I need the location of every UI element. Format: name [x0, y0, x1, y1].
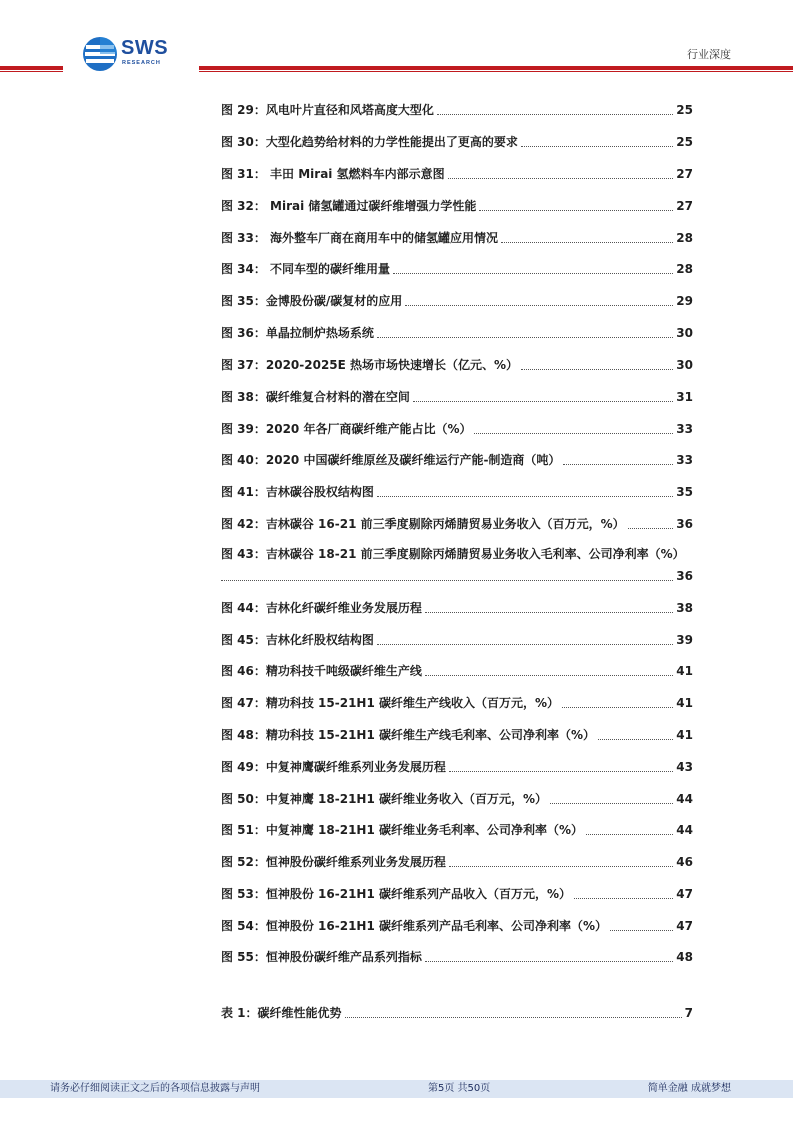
header-rule-right [199, 66, 793, 70]
toc-entry[interactable]: 图 37：2020-2025E 热场市场快速增长（亿元、%） 30 [221, 358, 693, 372]
footer-page-number: 第5页 共50页 [428, 1083, 491, 1094]
toc-entry[interactable]: 图 44：吉林化纤碳纤维业务发展历程 38 [221, 601, 693, 615]
toc-entry[interactable]: 图 48：精功科技 15-21H1 碳纤维生产线毛利率、公司净利率（%） 41 [221, 728, 693, 742]
toc-entry[interactable]: 图 32： Mirai 储氢罐通过碳纤维增强力学性能 27 [221, 199, 693, 213]
toc-entry[interactable]: 图 54：恒神股份 16-21H1 碳纤维系列产品毛利率、公司净利率（%） 47 [221, 919, 693, 933]
toc-entry[interactable]: 图 35：金博股份碳/碳复材的应用 29 [221, 294, 693, 308]
toc-entry[interactable]: 图 41：吉林碳谷股权结构图 35 [221, 485, 693, 499]
toc-entry[interactable]: 图 29：风电叶片直径和风塔高度大型化 25 [221, 103, 693, 117]
toc-entry[interactable]: 图 39：2020 年各厂商碳纤维产能占比（%） 33 [221, 422, 693, 436]
toc-entry[interactable]: 图 55：恒神股份碳纤维产品系列指标 48 [221, 950, 693, 964]
sws-logo [82, 36, 192, 72]
toc-entry[interactable]: 图 49：中复神鹰碳纤维系列业务发展历程 43 [221, 760, 693, 774]
toc-entry[interactable]: 图 45：吉林化纤股权结构图 39 [221, 633, 693, 647]
toc-entry[interactable]: 图 51：中复神鹰 18-21H1 碳纤维业务毛利率、公司净利率（%） 44 [221, 823, 693, 837]
toc-entry[interactable]: 图 31： 丰田 Mirai 氢燃料车内部示意图 27 [221, 167, 693, 181]
toc-entry[interactable]: 图 53：恒神股份 16-21H1 碳纤维系列产品收入（百万元，%） 47 [221, 887, 693, 901]
header-rule-right-thin [199, 71, 793, 72]
toc-entry[interactable]: 图 43：吉林碳谷 18-21 前三季度剔除丙烯腈贸易业务收入毛利率、公司净利率（%） [221, 547, 685, 561]
toc-entry[interactable]: 图 46：精功科技千吨级碳纤维生产线 41 [221, 664, 693, 678]
logo-subtitle: RESEARCH [122, 60, 161, 66]
sws-logo-icon [82, 36, 118, 72]
toc-entry[interactable]: 图 33： 海外整车厂商在商用车中的储氢罐应用情况 28 [221, 231, 693, 245]
toc-table-entry[interactable]: 表 1：碳纤维性能优势 7 [221, 1006, 693, 1020]
toc-entry[interactable]: 图 50：中复神鹰 18-21H1 碳纤维业务收入（百万元，%） 44 [221, 792, 693, 806]
header-rule-left [0, 66, 63, 70]
toc-entry[interactable]: 图 42：吉林碳谷 16-21 前三季度剔除丙烯腈贸易业务收入（百万元，%） 36 [221, 517, 693, 531]
toc-entry[interactable]: 图 40：2020 中国碳纤维原丝及碳纤维运行产能-制造商（吨） 33 [221, 453, 693, 467]
toc-entry[interactable]: 图 47：精功科技 15-21H1 碳纤维生产线收入（百万元，%） 41 [221, 696, 693, 710]
footer-disclaimer: 请务必仔细阅读正文之后的各项信息披露与声明 [50, 1083, 260, 1094]
toc-entry[interactable]: 图 52：恒神股份碳纤维系列业务发展历程 46 [221, 855, 693, 869]
toc-entry[interactable]: 图 30：大型化趋势给材料的力学性能提出了更高的要求 25 [221, 135, 693, 149]
toc-entry[interactable]: 图 38：碳纤维复合材料的潜在空间 31 [221, 390, 693, 404]
footer-slogan: 简单金融 成就梦想 [647, 1083, 731, 1094]
header-rule-left-thin [0, 71, 63, 72]
toc-entry[interactable]: 图 34： 不同车型的碳纤维用量 28 [221, 262, 693, 276]
header-category-label: 行业深度 [687, 48, 731, 61]
toc-entry-continuation[interactable]: 36 [221, 567, 693, 585]
logo-wordmark: SWS [121, 37, 169, 59]
toc-entry[interactable]: 图 36：单晶拉制炉热场系统 30 [221, 326, 693, 340]
page-footer [0, 1080, 793, 1098]
